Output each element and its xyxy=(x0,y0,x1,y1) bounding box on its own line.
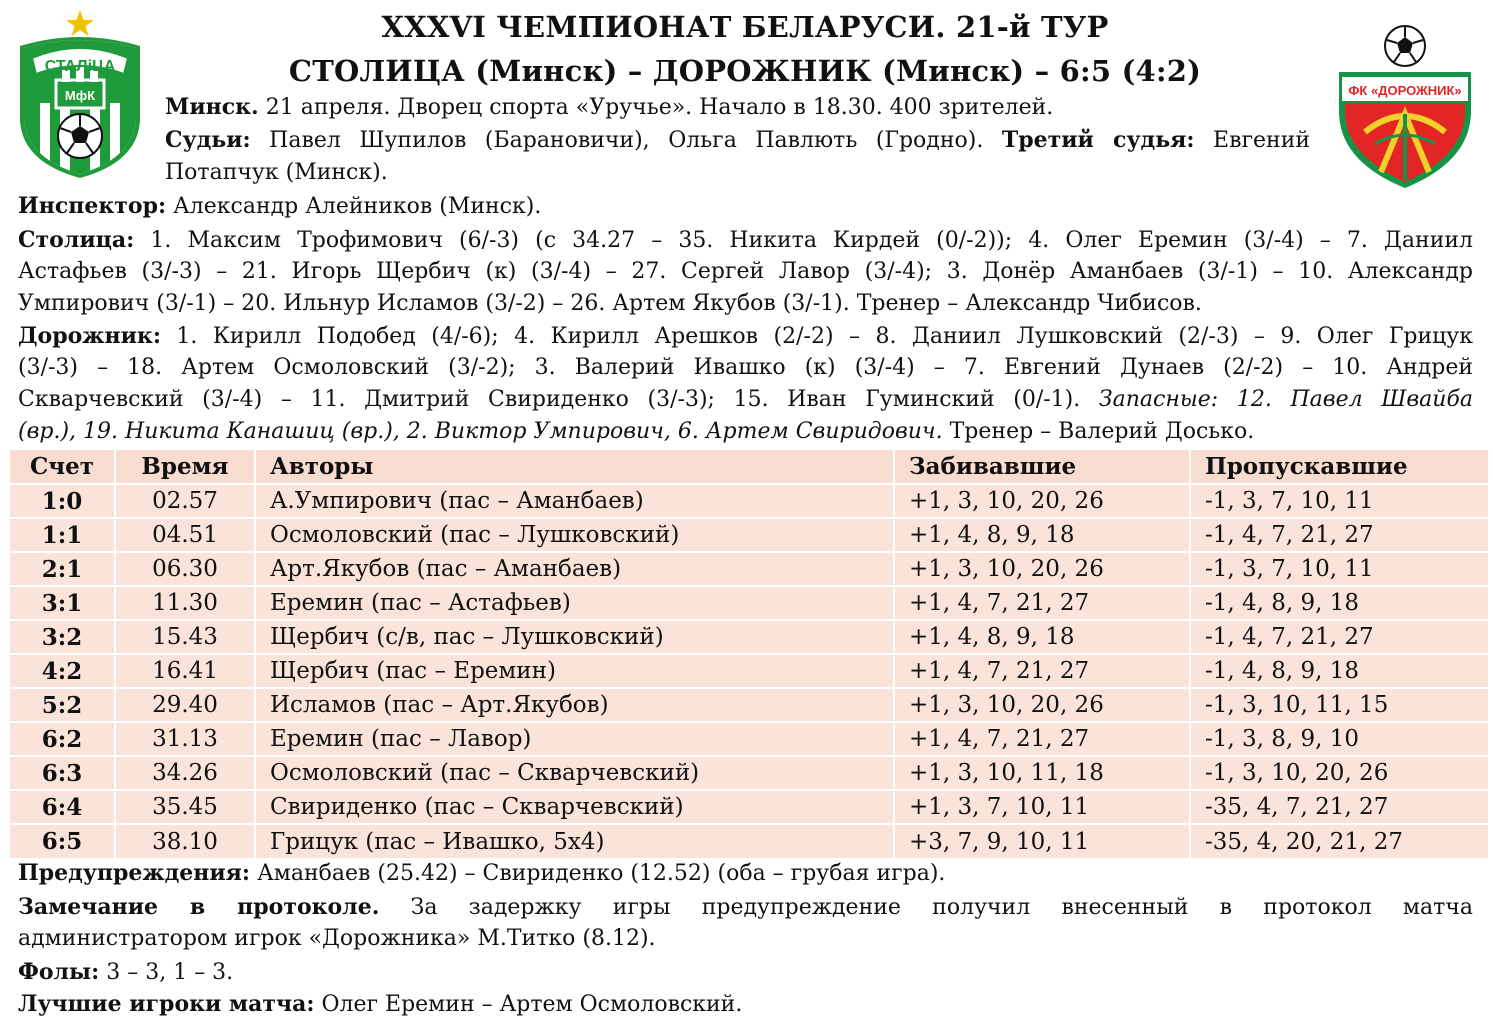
time-cell: 35.45 xyxy=(115,790,255,824)
table-header-row xyxy=(10,450,1488,484)
time-cell: 02.57 xyxy=(115,484,255,518)
stolitsa-lineup-line xyxy=(18,288,1202,320)
logo-left-mid: МфК xyxy=(64,88,96,103)
note-text: За задержку игры предупреждение получил внесенный в протокол матча xyxy=(410,895,1473,920)
authors-cell: Исламов (пас – Арт.Якубов) xyxy=(255,688,894,722)
inspector-label: Инспектор: xyxy=(18,193,167,219)
score-cell: 2:1 xyxy=(10,552,115,586)
time-cell: 38.10 xyxy=(115,824,255,858)
conceded-cell: -1, 3, 10, 11, 15 xyxy=(1190,688,1488,722)
table-row xyxy=(10,654,1488,688)
scorers-cell: +1, 3, 10, 11, 18 xyxy=(894,756,1190,790)
note-label: Замечание в протоколе. xyxy=(18,894,380,920)
dorozhnik-lineup-text: (3/-3) – 18. Артем Осмоловский (3/-2); 3. Валерий Ивашко (к) (3/-4) – 7. Евгений Дунаев (2/-2) – 10. Андрей xyxy=(18,355,1473,380)
match-title: СТОЛИЦА (Минск) – ДОРОЖНИК (Минск) – 6:5 (4:2) xyxy=(288,54,1202,88)
best-players-text: Олег Еремин – Артем Осмоловский. xyxy=(321,992,743,1017)
scorers-cell: +1, 3, 7, 10, 11 xyxy=(894,790,1190,824)
authors-cell: Еремин (пас – Астафьев) xyxy=(255,586,894,620)
time-cell: 29.40 xyxy=(115,688,255,722)
note-text: администратором игрок «Дорожника» М.Титко (8.12). xyxy=(18,926,656,951)
fouls-label: Фолы: xyxy=(18,959,100,985)
stolitsa-logo xyxy=(16,8,144,180)
table-row xyxy=(10,484,1488,518)
dorozhnik-lineup-line xyxy=(18,384,1473,416)
scorers-cell: +1, 4, 7, 21, 27 xyxy=(894,722,1190,756)
column-header: Счет xyxy=(10,450,115,484)
dorozhnik-coach-text: Тренер – Валерий Досько. xyxy=(949,419,1255,444)
logo-left-small: SC xyxy=(75,76,85,82)
column-header: Забивавшие xyxy=(894,450,1190,484)
dorozhnik-lineup-line xyxy=(18,320,1473,353)
score-cell: 5:2 xyxy=(10,688,115,722)
time-cell: 15.43 xyxy=(115,620,255,654)
warnings-text: Аманбаев (25.42) – Свириденко (12.52) (оба – грубая игра). xyxy=(257,861,946,886)
conceded-cell: -35, 4, 20, 21, 27 xyxy=(1190,824,1488,858)
note-line xyxy=(18,891,1473,924)
stolitsa-lineup-line xyxy=(18,256,1473,288)
score-cell: 6:5 xyxy=(10,824,115,858)
conceded-cell: -1, 3, 8, 9, 10 xyxy=(1190,722,1488,756)
time-cell: 06.30 xyxy=(115,552,255,586)
scorers-cell: +1, 3, 10, 20, 26 xyxy=(894,552,1190,586)
time-cell: 31.13 xyxy=(115,722,255,756)
dorozhnik-logo xyxy=(1335,22,1475,190)
ball-icon xyxy=(1385,26,1425,66)
stolitsa-lineup-line xyxy=(18,224,1473,257)
note-line xyxy=(18,923,656,955)
table-row xyxy=(10,824,1488,858)
scorers-cell: +1, 4, 7, 21, 27 xyxy=(894,586,1190,620)
scorers-cell: +1, 4, 7, 21, 27 xyxy=(894,654,1190,688)
inspector-line xyxy=(18,190,541,223)
conceded-cell: -1, 3, 10, 20, 26 xyxy=(1190,756,1488,790)
score-cell: 6:4 xyxy=(10,790,115,824)
table-row xyxy=(10,790,1488,824)
table-row xyxy=(10,620,1488,654)
scorers-cell: +1, 3, 10, 20, 26 xyxy=(894,484,1190,518)
stolitsa-lineup-text: Астафьев (3/-3) – 21. Игорь Щербич (к) (3/-4) – 27. Сергей Лавор (3/-4); 3. Донёр Аманбаев (3/-1) – 10. Александр xyxy=(18,259,1473,284)
logo-left-title: СТАЛіЦА xyxy=(44,58,116,75)
best-players-line xyxy=(18,988,742,1021)
authors-cell: Осмоловский (пас – Скварчевский) xyxy=(255,756,894,790)
authors-cell: Еремин (пас – Лавор) xyxy=(255,722,894,756)
dorozhnik-label: Дорожник: xyxy=(18,323,161,349)
conceded-cell: -1, 4, 7, 21, 27 xyxy=(1190,518,1488,552)
score-cell: 6:2 xyxy=(10,722,115,756)
third-referee-text-cont: Потапчук (Минск). xyxy=(165,160,388,185)
fouls-text: 3 – 3, 1 – 3. xyxy=(106,960,234,985)
dorozhnik-lineup-line xyxy=(18,416,1254,448)
dorozhnik-lineup-text: Скварчевский (3/-4) – 11. Дмитрий Свириденко (3/-3); 15. Иван Гуминский (0/-1). xyxy=(18,387,1081,412)
authors-cell: Грицук (пас – Ивашко, 5х4) xyxy=(255,824,894,858)
stolitsa-lineup-text: 1. Максим Трофимович (6/-3) (с 34.27 – 35. Никита Кирдей (0/-2)); 4. Олег Еремин (3/-4) – 7. Даниил xyxy=(150,228,1473,253)
score-cell: 3:1 xyxy=(10,586,115,620)
authors-cell: Свириденко (пас – Скварчевский) xyxy=(255,790,894,824)
substitutes-text: Запасные: 12. Павел Швайба xyxy=(1098,387,1473,412)
place-text: 21 апреля. Дворец спорта «Уручье». Начало в 18.30. 400 зрителей. xyxy=(265,95,1054,120)
conceded-cell: -1, 4, 8, 9, 18 xyxy=(1190,654,1488,688)
score-cell: 4:2 xyxy=(10,654,115,688)
warnings-line xyxy=(18,857,945,890)
score-cell: 3:2 xyxy=(10,620,115,654)
goals-table xyxy=(10,450,1488,858)
conceded-cell: -1, 4, 7, 21, 27 xyxy=(1190,620,1488,654)
scorers-cell: +1, 4, 8, 9, 18 xyxy=(894,620,1190,654)
authors-cell: Осмоловский (пас – Лушковский) xyxy=(255,518,894,552)
referees-line xyxy=(165,124,1310,157)
stolitsa-lineup-text: Умпирович (3/-1) – 20. Ильнур Исламов (3/-2) – 26. Артем Якубов (3/-1). Тренер – Александр Чибисов. xyxy=(18,291,1202,316)
authors-cell: Щербич (с/в, пас – Лушковский) xyxy=(255,620,894,654)
time-cell: 11.30 xyxy=(115,586,255,620)
ball-icon xyxy=(58,114,102,158)
table-row xyxy=(10,688,1488,722)
conceded-cell: -35, 4, 7, 21, 27 xyxy=(1190,790,1488,824)
table-row xyxy=(10,518,1488,552)
inspector-text: Александр Алейников (Минск). xyxy=(173,194,542,219)
authors-cell: Щербич (пас – Еремин) xyxy=(255,654,894,688)
third-referee-label: Третий судья: xyxy=(1001,127,1195,153)
conceded-cell: -1, 3, 7, 10, 11 xyxy=(1190,552,1488,586)
best-players-label: Лучшие игроки матча: xyxy=(18,991,315,1017)
score-cell: 1:1 xyxy=(10,518,115,552)
dorozhnik-lineup-line xyxy=(18,352,1473,384)
logo-right-title: ФК «ДОРОЖНИК» xyxy=(1348,83,1462,98)
conceded-cell: -1, 3, 7, 10, 11 xyxy=(1190,484,1488,518)
dorozhnik-lineup-text: 1. Кирилл Подобед (4/-6); 4. Кирилл Арешков (2/-2) – 8. Даниил Лушковский (2/-3) – 9. Олег Грицук xyxy=(176,324,1473,349)
column-header: Время xyxy=(115,450,255,484)
time-cell: 16.41 xyxy=(115,654,255,688)
scorers-cell: +3, 7, 9, 10, 11 xyxy=(894,824,1190,858)
page-title: XXXVI ЧЕМПИОНАТ БЕЛАРУСИ. 21-й ТУР xyxy=(381,10,1109,44)
match-place-line xyxy=(165,91,1053,124)
authors-cell: Арт.Якубов (пас – Аманбаев) xyxy=(255,552,894,586)
score-cell: 6:3 xyxy=(10,756,115,790)
scorers-cell: +1, 4, 8, 9, 18 xyxy=(894,518,1190,552)
score-cell: 1:0 xyxy=(10,484,115,518)
authors-cell: А.Умпирович (пас – Аманбаев) xyxy=(255,484,894,518)
referees-text: Павел Шупилов (Барановичи), Ольга Павлють (Гродно). xyxy=(269,128,984,153)
referees-label: Судьи: xyxy=(165,127,251,153)
column-header: Авторы xyxy=(255,450,894,484)
third-referee-line xyxy=(165,157,388,189)
stolitsa-label: Столица: xyxy=(18,227,135,253)
scorers-cell: +1, 3, 10, 20, 26 xyxy=(894,688,1190,722)
warnings-label: Предупреждения: xyxy=(18,860,251,886)
time-cell: 04.51 xyxy=(115,518,255,552)
star-icon xyxy=(66,10,94,36)
column-header: Пропускавшие xyxy=(1190,450,1488,484)
conceded-cell: -1, 4, 8, 9, 18 xyxy=(1190,586,1488,620)
table-row xyxy=(10,756,1488,790)
table-row xyxy=(10,552,1488,586)
table-row xyxy=(10,722,1488,756)
substitutes-text: (вр.), 19. Никита Канашиц (вр.), 2. Виктор Умпирович, 6. Артем Свиридович. xyxy=(18,419,943,444)
third-referee-text: Евгений xyxy=(1213,128,1311,153)
time-cell: 34.26 xyxy=(115,756,255,790)
place-label: Минск. xyxy=(165,94,259,120)
fouls-line xyxy=(18,956,233,989)
table-row xyxy=(10,586,1488,620)
